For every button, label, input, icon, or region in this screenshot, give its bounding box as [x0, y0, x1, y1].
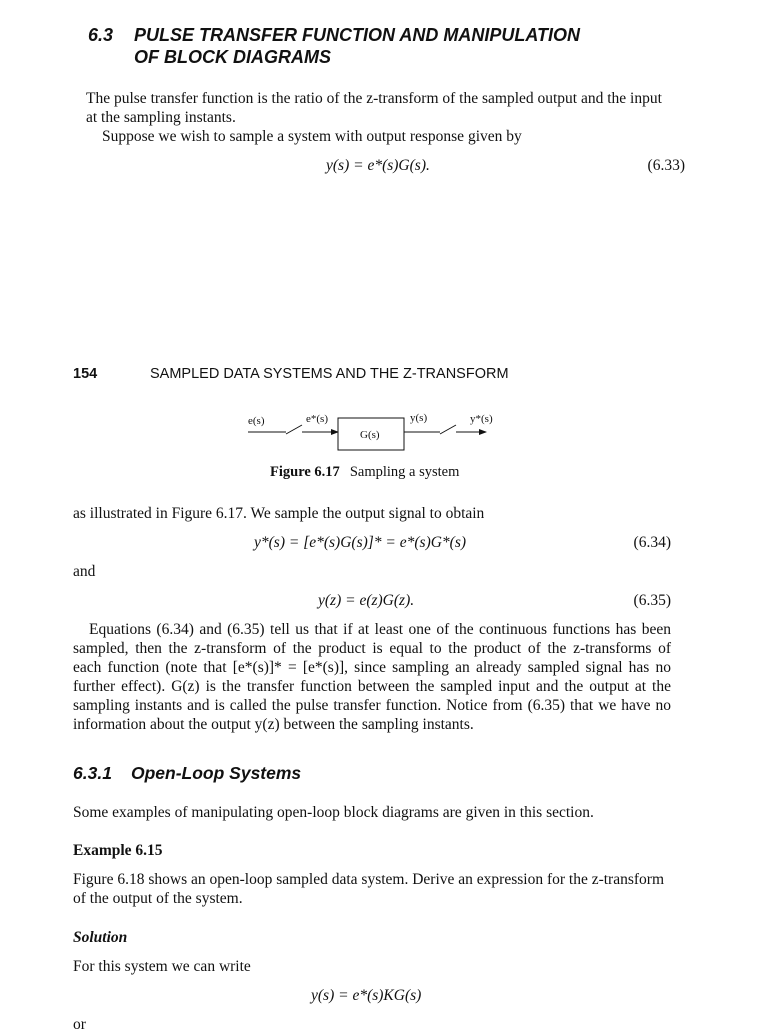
para-line: each function (note that [e*(s)]* = [e*(s)], since sampling an already sampled signal has no: [73, 659, 671, 676]
sampler-switch-1: [286, 425, 302, 434]
example-line: Figure 6.18 shows an open-loop sampled data system. Derive an expression for the z-transform: [73, 871, 665, 888]
page-number: 154: [73, 366, 98, 382]
equation-6-34: y*(s) = [e*(s)G(s)]* = e*(s)G*(s): [254, 534, 467, 551]
para-line: Equations (6.34) and (6.35) tell us that if at least one of the continuous functions has been: [89, 621, 671, 638]
example-line: of the output of the system.: [73, 890, 243, 907]
sampled-input-label: e*(s): [306, 413, 328, 425]
para-line: sampling instants and is called the pulse transfer function. Notice from (6.35) that we have no: [73, 697, 671, 714]
figure-caption: [270, 464, 459, 481]
section-title-line2: OF BLOCK DIAGRAMS: [134, 47, 331, 67]
section-number: 6.3: [88, 25, 114, 45]
solution-label: Solution: [73, 929, 128, 946]
figure-6-17-diagram: [240, 400, 520, 460]
equation-number-6-33: (6.33): [647, 157, 685, 174]
equation-number-6-34: (6.34): [633, 534, 671, 551]
and-word: and: [73, 563, 96, 580]
suppose-line: Suppose we wish to sample a system with output response given by: [102, 128, 522, 145]
figure-caption-label: Figure 6.17: [270, 464, 340, 480]
example-label: Example 6.15: [73, 842, 163, 859]
intro-paragraph: [86, 89, 686, 146]
equation-6-35: y(z) = e(z)G(z).: [318, 592, 415, 609]
block-label: G(s): [360, 429, 380, 441]
output-label: y(s): [410, 412, 428, 424]
subsection-number: 6.3.1: [73, 763, 112, 783]
solution-line: For this system we can write: [73, 958, 251, 975]
sampled-output-label: y*(s): [470, 413, 493, 425]
input-label: e(s): [248, 415, 265, 427]
section-heading: [88, 24, 580, 68]
para-line: further effect). G(z) is the transfer function between the sampled input and the output at the: [73, 678, 671, 695]
equation-6-33: y(s) = e*(s)G(s).: [326, 157, 430, 174]
sampler-switch-2: [440, 425, 456, 434]
intro-line: at the sampling instants.: [86, 109, 236, 126]
cut-off-word: or: [73, 1016, 86, 1033]
subsection-title: Open-Loop Systems: [131, 763, 302, 783]
subsection-intro: Some examples of manipulating open-loop block diagrams are given in this section.: [73, 804, 594, 821]
intro-line: The pulse transfer function is the ratio of the z-transform of the sampled output and the input: [86, 90, 662, 107]
explanation-paragraph: [73, 620, 671, 734]
para-line: information about the output y(z) between the sampling instants.: [73, 716, 474, 733]
figure-caption-text: Sampling a system: [349, 464, 460, 480]
subsection-heading: [73, 762, 301, 784]
running-head: SAMPLED DATA SYSTEMS AND THE Z-TRANSFORM: [150, 366, 509, 382]
example-text: [73, 870, 673, 908]
para-line: sampled, then the z-transform of the product is equal to the product of the z-transforms of: [73, 640, 671, 657]
equation-final: y(s) = e*(s)KG(s): [311, 987, 422, 1004]
illustrated-line: as illustrated in Figure 6.17. We sample the output signal to obtain: [73, 505, 485, 522]
equation-number-6-35: (6.35): [633, 592, 671, 609]
section-title-line1: PULSE TRANSFER FUNCTION AND MANIPULATION: [134, 25, 580, 45]
